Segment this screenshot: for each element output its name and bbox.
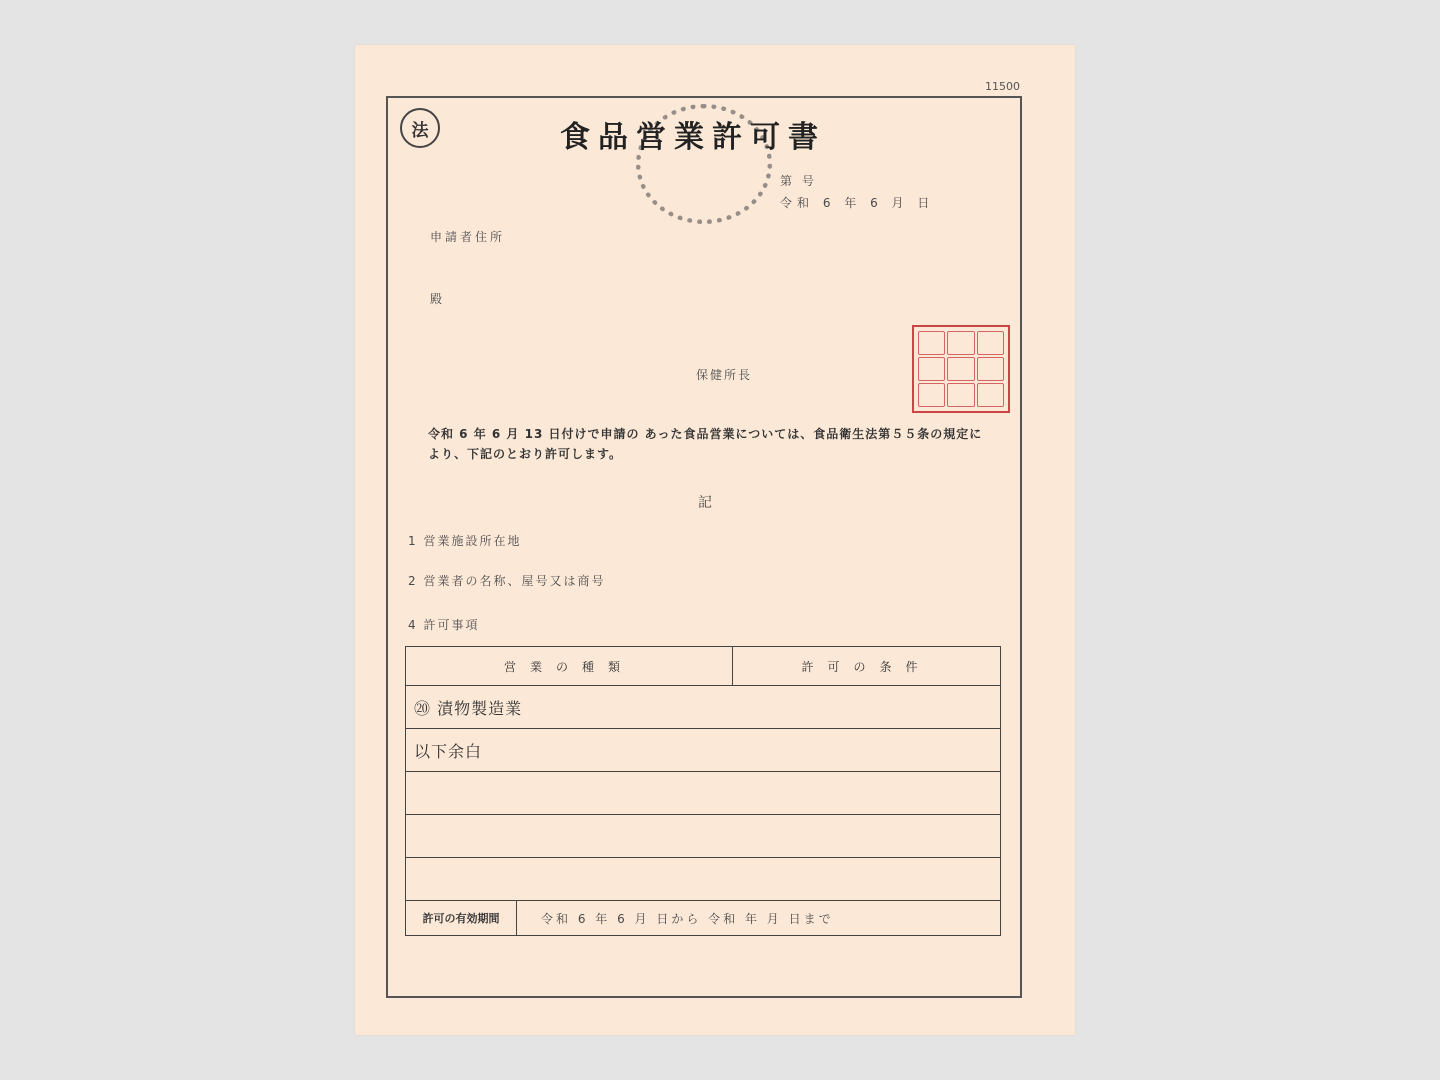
corporation-mark-icon: 法 [400,108,440,148]
period-value: 令和 6 年 6 月 日から 令和 年 月 日まで [541,911,834,926]
table-row-blank [406,858,1001,901]
permit-table [405,646,1001,936]
table-header-kind: 営業の種類 [406,647,733,686]
issuer-name: 保健所長 [696,368,753,382]
item-permit-matters: 4 許可事項 [408,618,480,632]
permit-number: 第 号 [780,174,817,188]
table-row [406,772,1001,815]
ki-heading: 記 [698,495,712,511]
item-facility-location: 1 営業施設所在地 [408,534,522,548]
period-label: 許可の有効期間 [406,901,517,935]
permit-statement: 令和 6 年 6 月 13 日付けで申請の あった食品営業については、食品衛生法第５５条の規定により、下記のとおり許可します。 [428,427,983,461]
period-row [406,901,1001,936]
red-seal-icon [912,325,1010,413]
issue-date: 令和 6 年 6 月 日 [780,196,935,210]
table-row: ⑳ 漬物製造業 [406,686,1001,729]
document-title: 食品営業許可書 [560,120,826,155]
applicant-address: 申請者住所 [430,230,506,244]
item-business-name: 2 営業者の名称、屋号又は商号 [408,574,606,588]
table-header-condition: 許可の条件 [733,647,1001,686]
table-row: 以下余白 [406,729,1001,772]
table-row [406,815,1001,858]
serial-number: 11500 [985,80,1020,93]
applicant-name: 殿 [430,292,449,306]
